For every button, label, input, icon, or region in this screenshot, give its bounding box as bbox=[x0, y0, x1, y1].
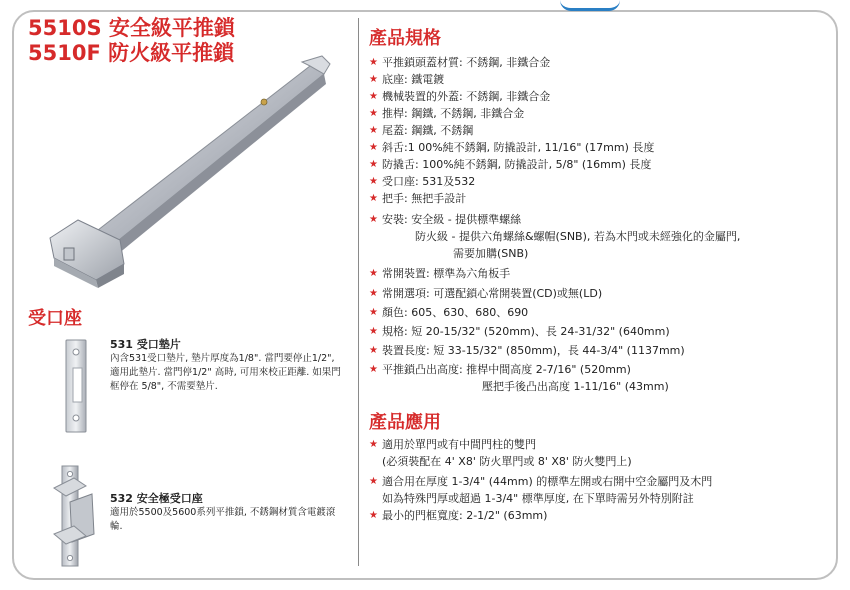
strike-shim-531-image bbox=[64, 338, 92, 434]
spec-item: ★ 防撬舌: 100%純不銹鋼, 防撬設計, 5/8" (16mm) 長度 bbox=[369, 158, 652, 171]
star-icon: ★ bbox=[369, 214, 378, 225]
spec-item: ★ 平推鎖頭蓋材質: 不銹鋼, 非鐵合金 bbox=[369, 56, 551, 69]
spec-item: ★ 斜舌:1 00%純不銹鋼, 防撬設計, 11/16" (17mm) 長度 bbox=[369, 141, 655, 154]
star-icon: ★ bbox=[369, 268, 378, 279]
star-icon: ★ bbox=[369, 57, 378, 68]
application-item: ★ 適用於單門或有中間門柱的雙門 bbox=[369, 438, 536, 451]
spec-item: ★ 機械裝置的外蓋: 不銹鋼, 非鐵合金 bbox=[369, 90, 551, 103]
part-531-description: 內含531受口墊片, 墊片厚度為1/8". 當門要停止1/2", 適用此墊片. 當門停1/2" 高時, 可用來校正距離. 如果門框停在 5/8", 不需要墊片. bbox=[110, 353, 341, 392]
spec-heading: 產品規格 bbox=[369, 28, 441, 49]
star-icon: ★ bbox=[369, 439, 378, 450]
star-icon: ★ bbox=[369, 288, 378, 299]
spec-item-continuation: 壓把手後凸出高度 1-11/16" (43mm) bbox=[482, 380, 669, 393]
spec-item-continuation: 防火級 - 提供六角螺絲&螺帽(SNB), 若為木門或未經強化的金屬門, bbox=[415, 230, 741, 243]
spec-item-continuation: 需要加購(SNB) bbox=[453, 247, 529, 260]
star-icon: ★ bbox=[369, 74, 378, 85]
application-item-continuation: (必須裝配在 4' X8' 防火單門或 8' X8' 防火雙門上) bbox=[382, 455, 632, 468]
part-532-name: 532 安全極受口座 bbox=[110, 492, 203, 505]
spec-list bbox=[369, 54, 829, 395]
star-icon: ★ bbox=[369, 125, 378, 136]
title-line-1: 5510S 安全級平推鎖 bbox=[28, 16, 235, 40]
application-heading: 產品應用 bbox=[369, 412, 441, 433]
star-icon: ★ bbox=[369, 307, 378, 318]
application-list bbox=[369, 436, 829, 524]
star-icon: ★ bbox=[369, 142, 378, 153]
top-accent-arc bbox=[560, 0, 620, 11]
part-532-description: 適用於5500及5600系列平推鎖, 不銹鋼材質含電鍍滾輪. bbox=[110, 507, 336, 532]
star-icon: ★ bbox=[369, 91, 378, 102]
spec-item: ★ 安裝: 安全級 - 提供標準螺絲 bbox=[369, 213, 522, 226]
spec-item: ★ 受口座: 531及532 bbox=[369, 175, 476, 188]
star-icon: ★ bbox=[369, 326, 378, 337]
part-531-name: 531 受口墊片 bbox=[110, 338, 181, 351]
spec-item: ★ 底座: 鐵電鍍 bbox=[369, 73, 445, 86]
spec-item: ★ 平推鎖凸出高度: 推桿中間高度 2-7/16" (520mm) bbox=[369, 363, 631, 376]
star-icon: ★ bbox=[369, 193, 378, 204]
spec-item: ★ 把手: 無把手設計 bbox=[369, 192, 467, 205]
spec-item: ★ 顏色: 605、630、680、690 bbox=[369, 306, 529, 319]
star-icon: ★ bbox=[369, 364, 378, 375]
spec-item: ★ 常開選項: 可選配鎖心常開裝置(CD)或無(LD) bbox=[369, 287, 603, 300]
application-item: ★ 最小的門框寬度: 2-1/2" (63mm) bbox=[369, 509, 548, 522]
star-icon: ★ bbox=[369, 159, 378, 170]
star-icon: ★ bbox=[369, 108, 378, 119]
star-icon: ★ bbox=[369, 345, 378, 356]
application-item-continuation: 如為特殊門厚或超過 1-3/4" 標準厚度, 在下單時需另外特別附註 bbox=[382, 492, 694, 505]
spec-item: ★ 尾蓋: 鋼鐵, 不銹鋼 bbox=[369, 124, 474, 137]
spec-item: ★ 推桿: 鋼鐵, 不銹鋼, 非鐵合金 bbox=[369, 107, 525, 120]
star-icon: ★ bbox=[369, 176, 378, 187]
application-item: ★ 適合用在厚度 1-3/4" (44mm) 的標準左開或右開中空金屬門及木門 bbox=[369, 475, 713, 488]
spec-item: ★ 規格: 短 20-15/32" (520mm)、長 24-31/32" (640mm) bbox=[369, 325, 670, 338]
exit-device-image bbox=[40, 52, 340, 292]
spec-item: ★ 常開裝置: 標準為六角板手 bbox=[369, 267, 511, 280]
column-divider bbox=[358, 18, 359, 566]
strike-heading: 受口座 bbox=[28, 308, 82, 329]
strike-532-image bbox=[52, 464, 98, 570]
star-icon: ★ bbox=[369, 476, 378, 487]
spec-item: ★ 裝置長度: 短 33-15/32" (850mm)，長 44-3/4" (1137mm) bbox=[369, 344, 685, 357]
title-line-2: 5510F 防火級平推鎖 bbox=[28, 41, 235, 65]
star-icon: ★ bbox=[369, 510, 378, 521]
